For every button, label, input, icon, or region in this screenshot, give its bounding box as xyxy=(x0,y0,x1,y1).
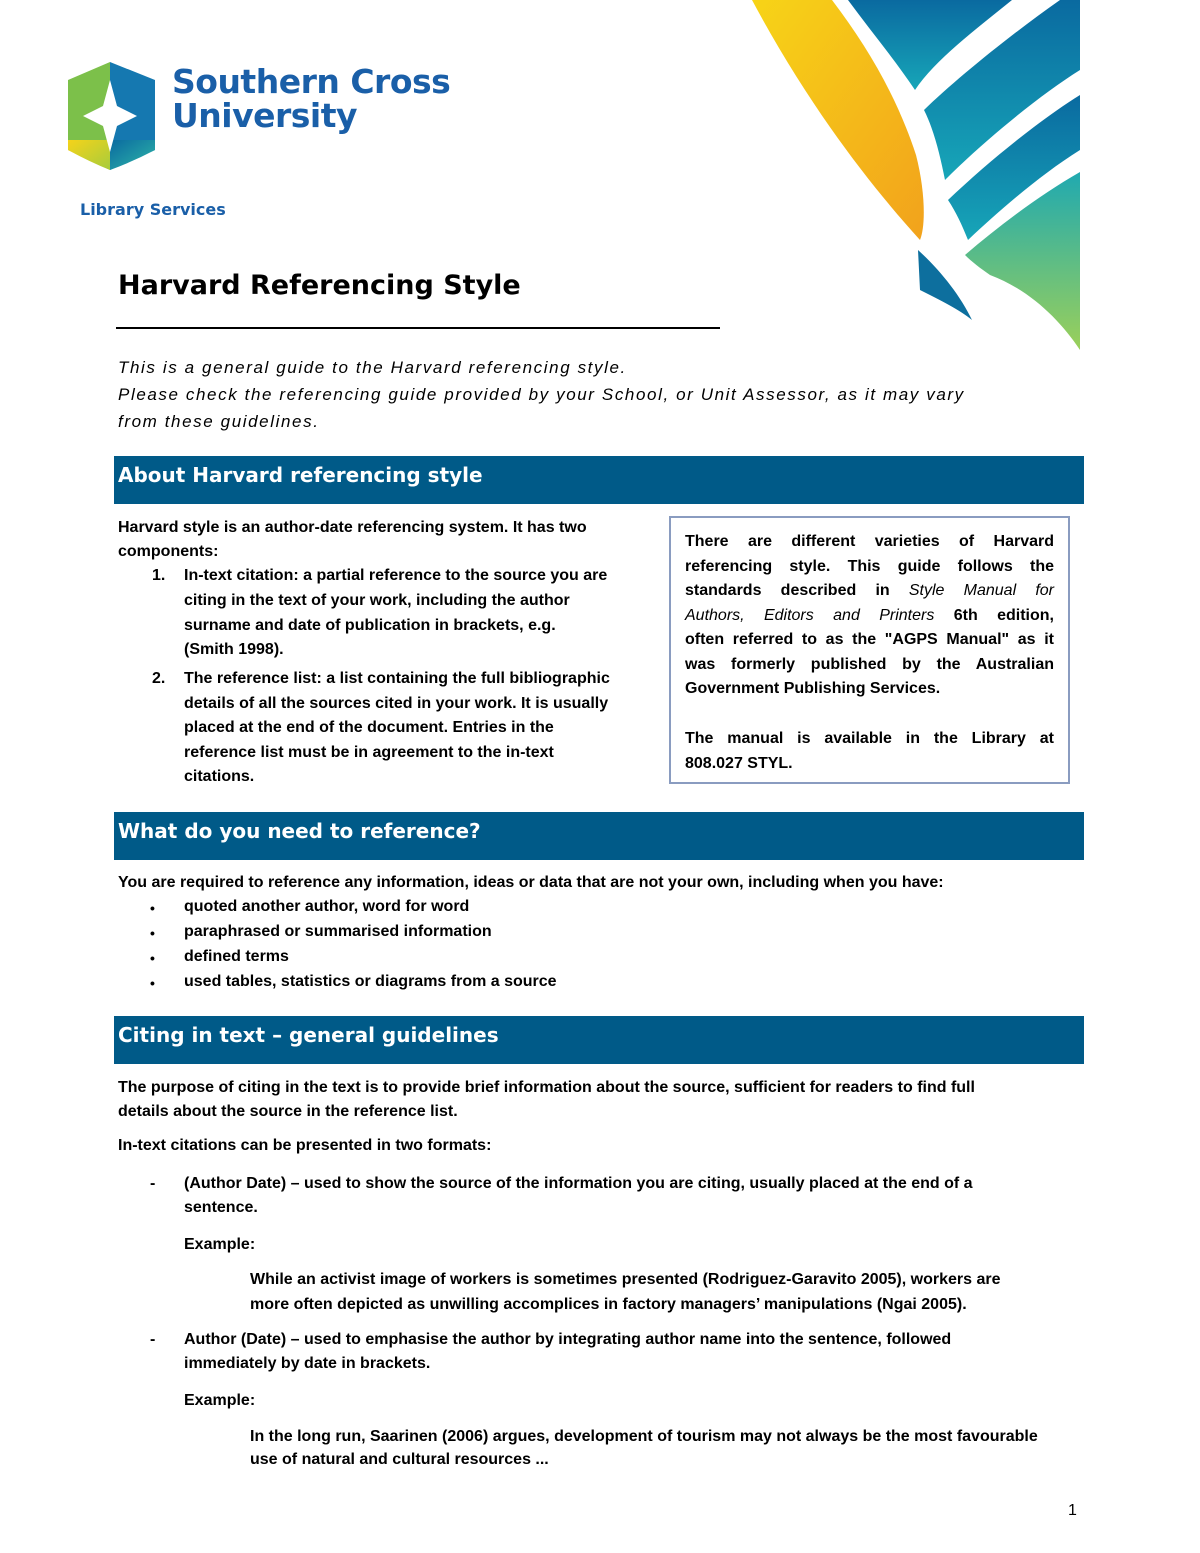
section3-paragraph: In-text citations can be presented in two formats: xyxy=(118,1137,492,1154)
dash-marker: - xyxy=(150,1175,156,1192)
info-box-text: 6th edition, xyxy=(953,607,1054,624)
info-box-line: referencing style. This guide follows the xyxy=(685,558,1054,575)
intro-line: This is a general guide to the Harvard referencing style. xyxy=(118,358,627,377)
format-description: sentence. xyxy=(184,1199,258,1216)
info-box-line: There are different varieties of Harvard xyxy=(685,533,1054,550)
info-box-line: was formerly published by the Australian xyxy=(685,656,1054,673)
section-heading-what-to-reference: What do you need to reference? xyxy=(114,812,1084,860)
example-label: Example: xyxy=(184,1236,256,1253)
brand-name-line2: University xyxy=(172,96,358,135)
info-box-line: Government Publishing Services. xyxy=(685,680,941,697)
example-label: Example: xyxy=(184,1392,256,1409)
list-item-line: citing in the text of your work, including the author xyxy=(184,592,570,609)
section1-lead: Harvard style is an author-date referencing system. It has two xyxy=(118,519,587,536)
bullet-icon: • xyxy=(150,900,155,916)
list-item-line: surname and date of publication in brackets, e.g. xyxy=(184,617,556,634)
bullet-item: defined terms xyxy=(184,948,289,965)
list-item-line: The reference list: a list containing the full bibliographic xyxy=(184,670,610,687)
info-box-line xyxy=(685,607,1054,625)
info-box-line: often referred to as the "AGPS Manual" as it xyxy=(685,631,1054,648)
intro-line: Please check the referencing guide provided by your School, or Unit Assessor, as it may vary xyxy=(118,385,965,404)
bullet-icon: • xyxy=(150,950,155,966)
department-label: Library Services xyxy=(80,200,226,219)
list-item-line: In-text citation: a partial reference to the source you are xyxy=(184,567,608,584)
list-item-line: citations. xyxy=(184,768,255,785)
bullet-icon: • xyxy=(150,975,155,991)
manual-title: Authors, Editors and Printers xyxy=(685,607,935,624)
format-description: Author (Date) – used to emphasise the author by integrating author name into the sentence, followed xyxy=(184,1331,952,1348)
section-heading-about: About Harvard referencing style xyxy=(114,456,1084,504)
ribbon-graphic xyxy=(0,0,1200,360)
list-item-line: reference list must be in agreement to the in-text xyxy=(184,744,554,761)
example-text: In the long run, Saarinen (2006) argues, development of tourism may not always be the most favourable xyxy=(250,1428,1038,1445)
format-description: immediately by date in brackets. xyxy=(184,1355,431,1372)
section2-lead: You are required to reference any information, ideas or data that are not your own, including when you have: xyxy=(118,874,944,891)
info-box-line xyxy=(685,582,1054,600)
brand-name-line1: Southern Cross xyxy=(172,62,451,101)
page-number: 1 xyxy=(1068,1502,1077,1519)
bullet-item: used tables, statistics or diagrams from a source xyxy=(184,973,557,990)
manual-title: Style Manual for xyxy=(908,582,1054,599)
list-number: 1. xyxy=(152,567,166,584)
info-box-line: 808.027 STYL. xyxy=(685,755,793,772)
example-text: more often depicted as unwilling accomplices in factory managers’ manipulations (Ngai 2005). xyxy=(250,1296,967,1313)
format-description: (Author Date) – used to show the source of the information you are citing, usually placed at the end of a xyxy=(184,1175,973,1192)
example-text: While an activist image of workers is sometimes presented (Rodriguez-Garavito 2005), workers are xyxy=(250,1271,1001,1288)
example-text: use of natural and cultural resources ... xyxy=(250,1451,549,1468)
section1-lead: components: xyxy=(118,543,219,560)
page-title: Harvard Referencing Style xyxy=(118,270,521,301)
list-item-line: placed at the end of the document. Entries in the xyxy=(184,719,554,736)
info-box-text: standards described in xyxy=(685,582,890,599)
section3-paragraph: The purpose of citing in the text is to provide brief information about the source, sufficient for readers to find full xyxy=(118,1079,975,1096)
list-item-line: details of all the sources cited in your work. It is usually xyxy=(184,695,609,712)
list-number: 2. xyxy=(152,670,166,687)
bullet-icon: • xyxy=(150,925,155,941)
bullet-item: quoted another author, word for word xyxy=(184,898,470,915)
section3-paragraph: details about the source in the reference list. xyxy=(118,1103,458,1120)
intro-line: from these guidelines. xyxy=(118,412,320,431)
section-heading-citing-in-text: Citing in text – general guidelines xyxy=(114,1016,1084,1064)
list-item-line: (Smith 1998). xyxy=(184,641,284,658)
shield-star-logo xyxy=(68,62,155,170)
bullet-item: paraphrased or summarised information xyxy=(184,923,492,940)
info-box-line: The manual is available in the Library at xyxy=(685,730,1054,747)
dash-marker: - xyxy=(150,1331,156,1348)
title-divider xyxy=(116,327,720,329)
